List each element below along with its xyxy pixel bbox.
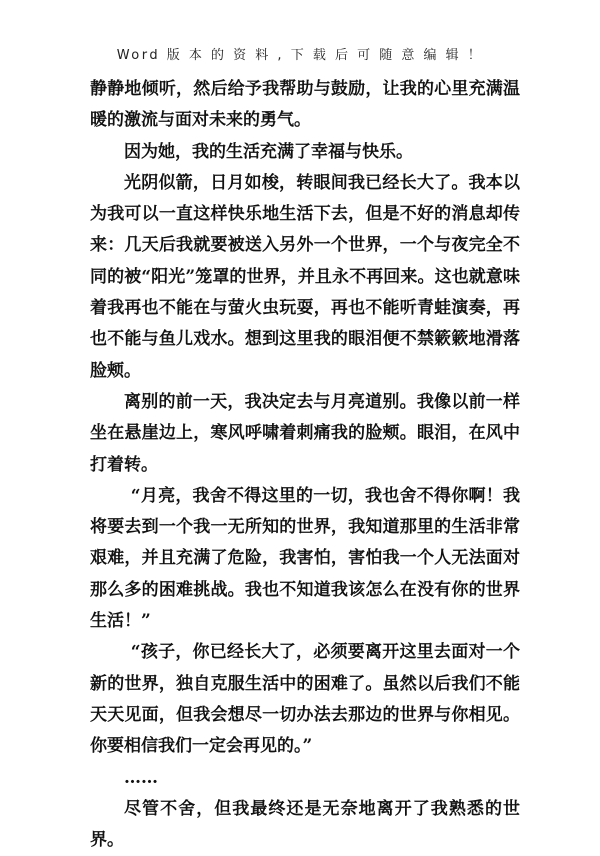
paragraph-1: 静静地倾听，然后给予我帮助与鼓励，让我的心里充满温暖的激流与面对未来的勇气。 bbox=[90, 79, 520, 131]
paragraph-6-quote: “孩子，你已经长大了，必须要离开这里去面对一个新的世界，独自克服生活中的困难了。虽然以后我们不能天天见面，但我会想尽一切办法去那边的世界与你相见。你要相信我们一定会再见的。” bbox=[90, 642, 520, 757]
paragraph-5-quote: “月亮，我舍不得这里的一切，我也舍不得你啊！我将要去到一个我一无所知的世界，我知道那里的生活非常艰难，并且充满了危险，我害怕，害怕我一个人无法面对那么多的困难挑战。我也不知道我该怎么在没有你的世界生活！” bbox=[90, 485, 520, 632]
paragraph-3: 光阴似箭，日月如梭，转眼间我已经长大了。我本以为我可以一直这样快乐地生活下去，但是不好的消息却传来：几天后我就要被送入另外一个世界，一个与夜完全不同的被“阳光”笼罩的世界，并且永不再回来。这也就意味着我再也不能在与萤火虫玩耍，再也不能听青蛙演奏，再也不能与鱼儿戏水。想到这里我的眼泪便不禁簌簌地滑落脸颊。 bbox=[90, 172, 520, 381]
document-body bbox=[90, 74, 520, 856]
page-header: Word 版 本 的 资 料 , 下 载 后 可 随 意 编 辑 ！ bbox=[116, 48, 484, 63]
ellipsis-line: …… bbox=[124, 767, 158, 788]
paragraph-2: 因为她，我的生活充满了幸福与快乐。 bbox=[124, 141, 413, 162]
paragraph-8: 尽管不舍，但我最终还是无奈地离开了我熟悉的世界。 bbox=[90, 798, 520, 851]
paragraph-4: 离别的前一天，我决定去与月亮道别。我像以前一样坐在悬崖边上，寒风呼啸着刺痛我的脸颊。眼泪，在风中打着转。 bbox=[90, 391, 520, 475]
